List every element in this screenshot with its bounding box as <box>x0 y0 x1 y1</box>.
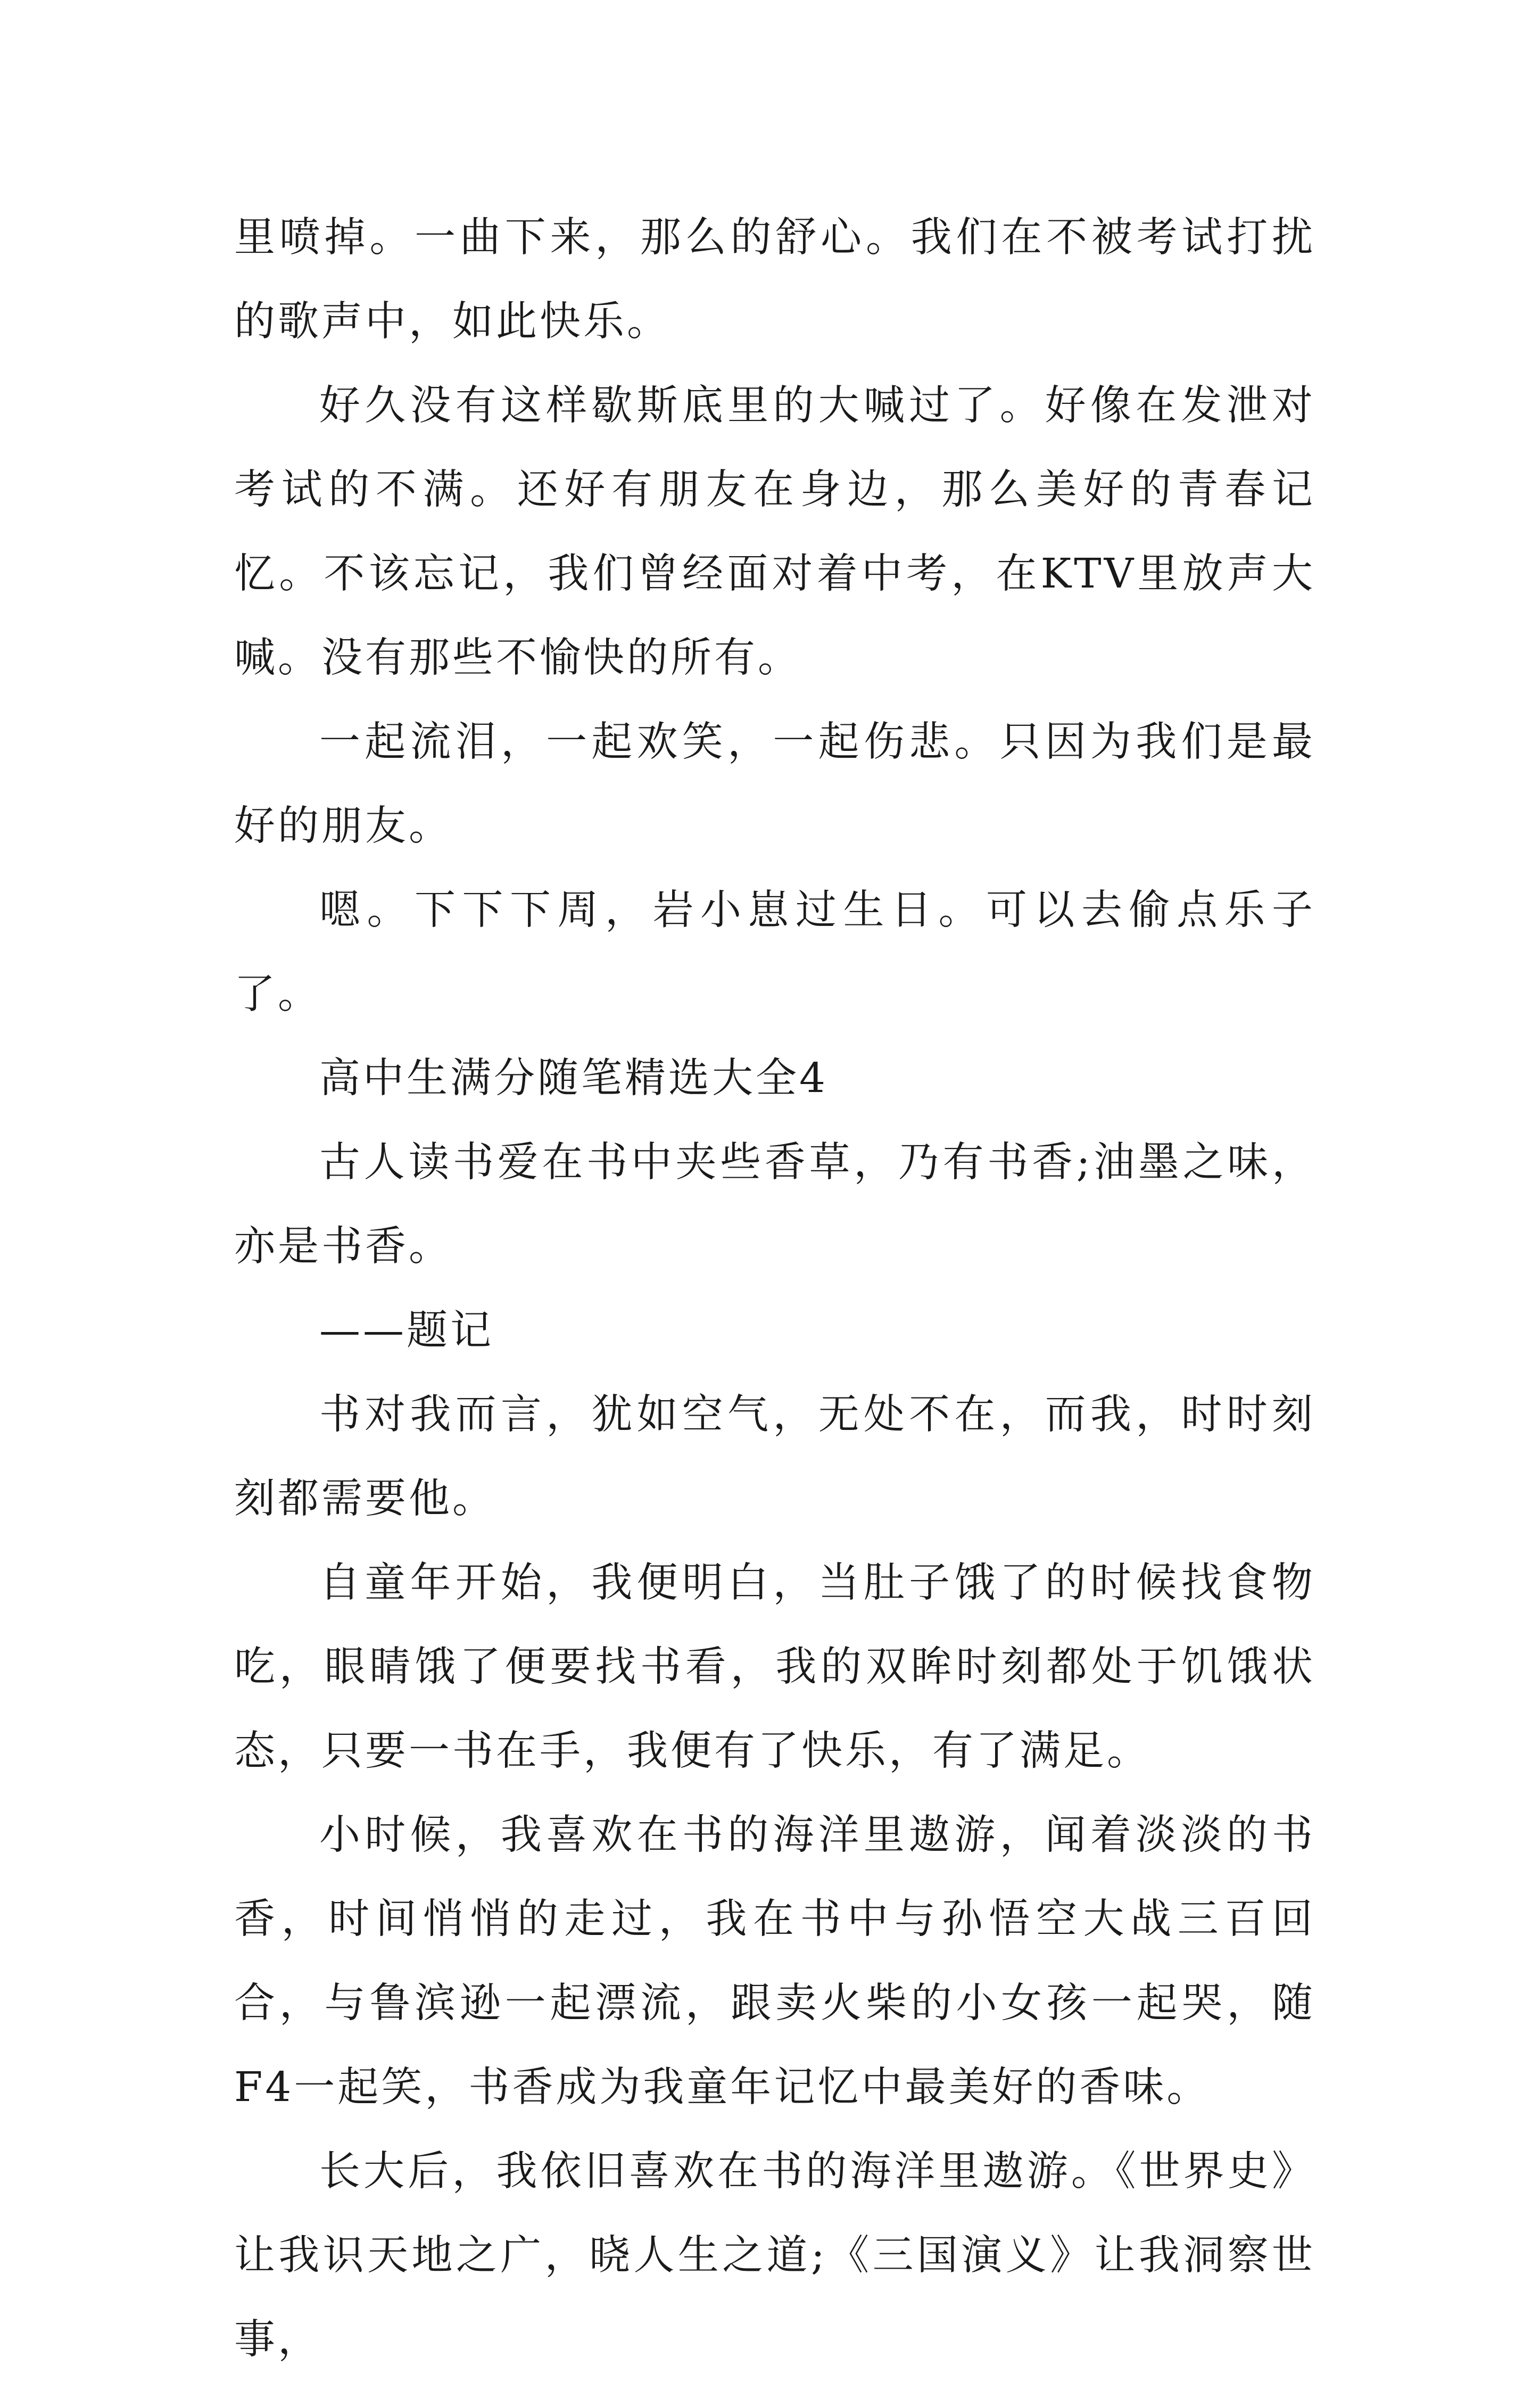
paragraph: 一起流泪，一起欢笑，一起伤悲。只因为我们是最好的朋友。 <box>234 718 1315 850</box>
paragraph: 好久没有这样歇斯底里的大喊过了。好像在发泄对考试的不满。还好有朋友在身边，那么美好的青春记忆。不该忘记，我们曾经面对着中考，在KTV里放声大喊。没有那些不愉快的所有。 <box>234 382 1315 682</box>
paragraph: 自童年开始，我便明白，当肚子饿了的时候找食物吃，眼睛饿了便要找书看，我的双眸时刻都处于饥饿状态，只要一书在手，我便有了快乐，有了满足。 <box>234 1559 1315 1775</box>
paragraph-continued: 里喷掉。一曲下来，那么的舒心。我们在不被考试打扰的歌声中，如此快乐。 <box>234 214 1315 345</box>
section-heading: 高中生满分随笔精选大全4 <box>319 1055 828 1102</box>
epigraph-attribution: ——题记 <box>319 1307 494 1354</box>
paragraph: 长大后，我依旧喜欢在书的海洋里遨游。《世界史》让我识天地之广，晓人生之道;《三国演义》让我洞察世事， <box>234 2148 1315 2363</box>
document-body <box>234 196 1315 2382</box>
paragraph: 书对我而言，犹如空气，无处不在，而我，时时刻刻都需要他。 <box>234 1391 1315 1523</box>
paragraph: 古人读书爱在书中夹些香草，乃有书香;油墨之味，亦是书香。 <box>234 1139 1315 1270</box>
paragraph: 小时候，我喜欢在书的海洋里遨游，闻着淡淡的书香，时间悄悄的走过，我在书中与孙悟空大战三百回合，与鲁滨逊一起漂流，跟卖火柴的小女孩一起哭，随F4一起笑，书香成为我童年记忆中最美好的香味。 <box>234 1812 1315 2111</box>
paragraph: 嗯。下下下周，岩小崽过生日。可以去偷点乐子了。 <box>234 887 1315 1018</box>
